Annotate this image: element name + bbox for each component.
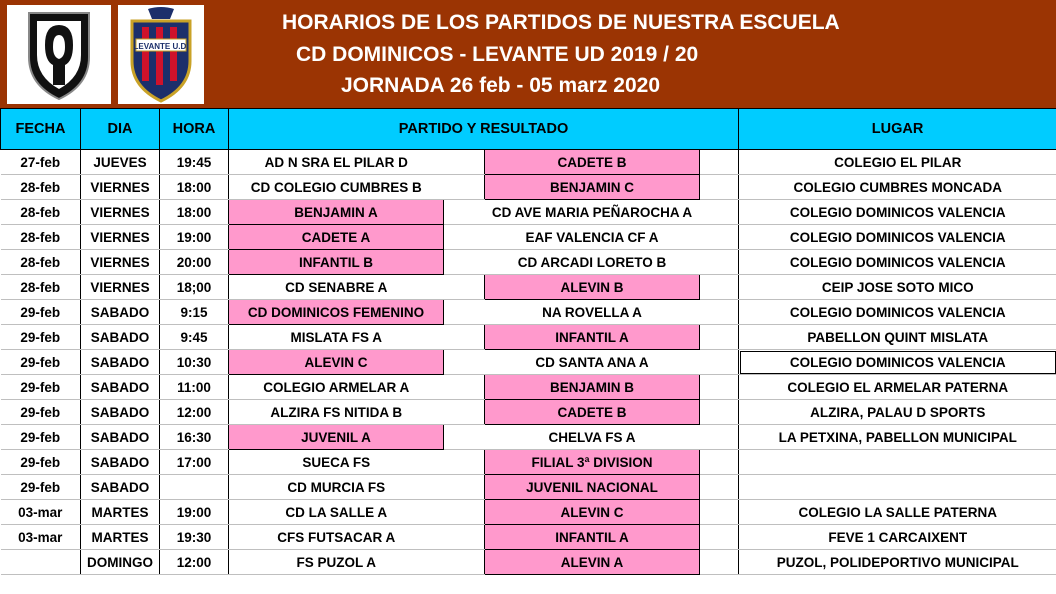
cell-visiting-team: ALEVIN A (485, 550, 700, 575)
cell-local-team: CD SENABRE A (229, 275, 444, 300)
cell-fecha: 03-mar (1, 500, 81, 525)
cell-lugar: COLEGIO EL PILAR (739, 150, 1056, 175)
cell-lugar: COLEGIO CUMBRES MONCADA (739, 175, 1056, 200)
cell-spacer (444, 550, 485, 575)
cell-spacer (700, 400, 739, 425)
cell-dia: VIERNES (81, 200, 160, 225)
cell-dia: MARTES (81, 525, 160, 550)
cell-hora: 16:30 (160, 425, 229, 450)
cell-hora: 20:00 (160, 250, 229, 275)
cell-spacer (700, 425, 739, 450)
cell-dia: DOMINGO (81, 550, 160, 575)
cell-lugar (739, 450, 1056, 475)
title-line-1: HORARIOS DE LOS PARTIDOS DE NUESTRA ESCUELA (282, 11, 840, 34)
table-row (1, 150, 1056, 175)
cell-visiting-team: CD AVE MARIA PEÑAROCHA A (485, 200, 700, 225)
cell-spacer (700, 500, 739, 525)
cell-visiting-team: ALEVIN C (485, 500, 700, 525)
cell-visiting-team: INFANTIL A (485, 525, 700, 550)
cell-dia: SABADO (81, 350, 160, 375)
cell-fecha: 29-feb (1, 350, 81, 375)
cell-spacer (444, 450, 485, 475)
cell-hora: 9:45 (160, 325, 229, 350)
cell-fecha: 28-feb (1, 225, 81, 250)
cell-spacer (444, 200, 485, 225)
cell-spacer (444, 525, 485, 550)
column-header-row (1, 109, 1056, 150)
cell-visiting-team: JUVENIL NACIONAL (485, 475, 700, 500)
cell-visiting-team: INFANTIL A (485, 325, 700, 350)
cell-dia: SABADO (81, 375, 160, 400)
cell-fecha: 03-mar (1, 525, 81, 550)
table-row (1, 475, 1056, 500)
cell-local-team: CD COLEGIO CUMBRES B (229, 175, 444, 200)
cell-hora: 19:00 (160, 500, 229, 525)
cell-spacer (444, 225, 485, 250)
cell-spacer (700, 200, 739, 225)
dominicos-crest-logo (7, 5, 111, 104)
cell-visiting-team: CADETE B (485, 400, 700, 425)
cell-spacer (444, 150, 485, 175)
table-row (1, 325, 1056, 350)
cell-spacer (700, 475, 739, 500)
cell-fecha: 28-feb (1, 275, 81, 300)
cell-spacer (700, 375, 739, 400)
cell-lugar: COLEGIO DOMINICOS VALENCIA (739, 225, 1056, 250)
cell-visiting-team: CD ARCADI LORETO B (485, 250, 700, 275)
cell-local-team: CD DOMINICOS FEMENINO (229, 300, 444, 325)
cell-lugar: COLEGIO EL ARMELAR PATERNA (739, 375, 1056, 400)
cell-lugar (739, 475, 1056, 500)
cell-hora: 12:00 (160, 400, 229, 425)
cell-hora (160, 475, 229, 500)
cell-spacer (700, 225, 739, 250)
cell-lugar: ALZIRA, PALAU D SPORTS (739, 400, 1056, 425)
cell-spacer (444, 250, 485, 275)
cell-fecha: 29-feb (1, 325, 81, 350)
cell-visiting-team: EAF VALENCIA CF A (485, 225, 700, 250)
cell-dia: JUEVES (81, 150, 160, 175)
cell-spacer (444, 375, 485, 400)
cell-spacer (444, 500, 485, 525)
cell-lugar: COLEGIO DOMINICOS VALENCIA (739, 250, 1056, 275)
table-row (1, 300, 1056, 325)
cell-visiting-team: CHELVA FS A (485, 425, 700, 450)
cell-visiting-team: BENJAMIN B (485, 375, 700, 400)
cell-local-team: FS PUZOL A (229, 550, 444, 575)
cell-spacer (700, 150, 739, 175)
header-hora: HORA (160, 109, 229, 150)
title-line-3: JORNADA 26 feb - 05 marz 2020 (341, 74, 661, 97)
cell-lugar: COLEGIO DOMINICOS VALENCIA (739, 200, 1056, 225)
cell-local-team: CFS FUTSACAR A (229, 525, 444, 550)
cell-visiting-team: NA ROVELLA A (485, 300, 700, 325)
cell-visiting-team: BENJAMIN C (485, 175, 700, 200)
cell-hora: 19:30 (160, 525, 229, 550)
cell-lugar: CEIP JOSE SOTO MICO (739, 275, 1056, 300)
table-row (1, 200, 1056, 225)
cell-hora: 19:00 (160, 225, 229, 250)
levante-crest-text: LEVANTE U.D. (133, 42, 189, 51)
cell-spacer (444, 300, 485, 325)
cell-spacer (444, 325, 485, 350)
cell-spacer (444, 275, 485, 300)
cell-dia: VIERNES (81, 275, 160, 300)
cell-local-team: ALZIRA FS NITIDA B (229, 400, 444, 425)
cell-fecha: 29-feb (1, 400, 81, 425)
table-row (1, 250, 1056, 275)
cell-hora: 17:00 (160, 450, 229, 475)
cell-spacer (700, 550, 739, 575)
table-row (1, 450, 1056, 475)
cell-fecha: 28-feb (1, 250, 81, 275)
cell-dia: MARTES (81, 500, 160, 525)
cell-lugar: FEVE 1 CARCAIXENT (739, 525, 1056, 550)
cell-local-team: AD N SRA EL PILAR D (229, 150, 444, 175)
cell-dia: SABADO (81, 425, 160, 450)
cell-lugar: PABELLON QUINT MISLATA (739, 325, 1056, 350)
cell-local-team: BENJAMIN A (229, 200, 444, 225)
header-fecha: FECHA (1, 109, 81, 150)
cell-spacer (700, 300, 739, 325)
cell-spacer (444, 425, 485, 450)
cell-dia: SABADO (81, 475, 160, 500)
cell-local-team: SUECA FS (229, 450, 444, 475)
cell-hora: 10:30 (160, 350, 229, 375)
table-row (1, 275, 1056, 300)
cell-visiting-team: ALEVIN B (485, 275, 700, 300)
cell-local-team: COLEGIO ARMELAR A (229, 375, 444, 400)
cell-dia: SABADO (81, 325, 160, 350)
cell-dia: VIERNES (81, 225, 160, 250)
cell-fecha: 29-feb (1, 425, 81, 450)
cell-spacer (700, 525, 739, 550)
cell-local-team: JUVENIL A (229, 425, 444, 450)
cell-spacer (700, 275, 739, 300)
cell-hora: 18;00 (160, 275, 229, 300)
cell-fecha: 28-feb (1, 200, 81, 225)
cell-local-team: CADETE A (229, 225, 444, 250)
cell-spacer (700, 175, 739, 200)
header-lugar: LUGAR (739, 109, 1056, 150)
cell-local-team: ALEVIN C (229, 350, 444, 375)
table-row (1, 550, 1056, 575)
cell-local-team: INFANTIL B (229, 250, 444, 275)
cell-local-team: CD LA SALLE A (229, 500, 444, 525)
cell-dia: VIERNES (81, 175, 160, 200)
cell-fecha: 29-feb (1, 475, 81, 500)
cell-spacer (444, 400, 485, 425)
cell-dia: SABADO (81, 300, 160, 325)
cell-visiting-team: CD SANTA ANA A (485, 350, 700, 375)
header-dia: DIA (81, 109, 160, 150)
cell-visiting-team: FILIAL 3ª DIVISION (485, 450, 700, 475)
header-partido: PARTIDO Y RESULTADO (229, 109, 739, 150)
cell-fecha: 28-feb (1, 175, 81, 200)
table-row (1, 425, 1056, 450)
cell-hora: 12:00 (160, 550, 229, 575)
cell-fecha: 29-feb (1, 375, 81, 400)
title-line-2: CD DOMINICOS - LEVANTE UD 2019 / 20 (296, 43, 699, 66)
cell-spacer (444, 350, 485, 375)
cell-spacer (700, 325, 739, 350)
levante-ud-crest-logo (118, 5, 204, 104)
cell-fecha (1, 550, 81, 575)
cell-dia: SABADO (81, 450, 160, 475)
schedule-table (0, 108, 1056, 575)
header-banner (0, 0, 1056, 108)
table-row (1, 350, 1056, 375)
cell-hora: 9:15 (160, 300, 229, 325)
cell-lugar: COLEGIO DOMINICOS VALENCIA (739, 300, 1056, 325)
table-row (1, 175, 1056, 200)
cell-spacer (700, 350, 739, 375)
cell-lugar: COLEGIO LA SALLE PATERNA (739, 500, 1056, 525)
cell-visiting-team: CADETE B (485, 150, 700, 175)
cell-hora: 19:45 (160, 150, 229, 175)
cell-dia: SABADO (81, 400, 160, 425)
cell-hora: 11:00 (160, 375, 229, 400)
cell-hora: 18:00 (160, 175, 229, 200)
cell-fecha: 27-feb (1, 150, 81, 175)
cell-fecha: 29-feb (1, 450, 81, 475)
cell-spacer (444, 475, 485, 500)
cell-hora: 18:00 (160, 200, 229, 225)
table-row (1, 500, 1056, 525)
cell-dia: VIERNES (81, 250, 160, 275)
table-row (1, 225, 1056, 250)
table-row (1, 525, 1056, 550)
cell-local-team: CD MURCIA FS (229, 475, 444, 500)
table-row (1, 375, 1056, 400)
cell-spacer (700, 450, 739, 475)
cell-fecha: 29-feb (1, 300, 81, 325)
cell-local-team: MISLATA FS A (229, 325, 444, 350)
cell-spacer (444, 175, 485, 200)
cell-spacer (700, 250, 739, 275)
cell-lugar: COLEGIO DOMINICOS VALENCIA (739, 350, 1056, 375)
cell-lugar: LA PETXINA, PABELLON MUNICIPAL (739, 425, 1056, 450)
table-row (1, 400, 1056, 425)
cell-lugar: PUZOL, POLIDEPORTIVO MUNICIPAL (739, 550, 1056, 575)
